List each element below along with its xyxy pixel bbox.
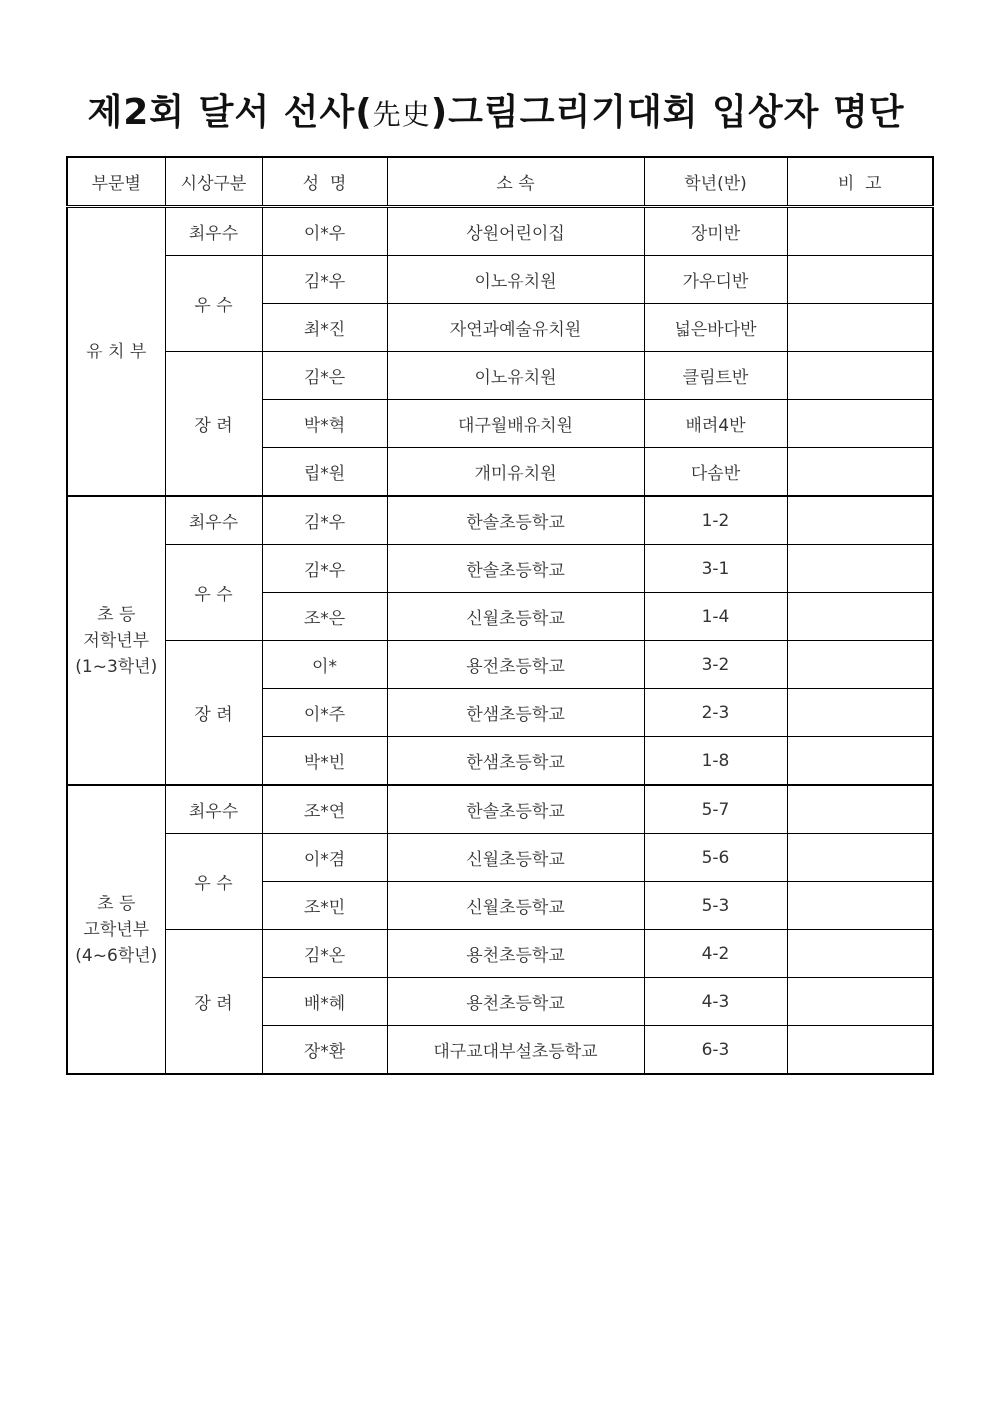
table-row — [67, 352, 933, 400]
note-cell — [787, 545, 933, 593]
school-name: 상원어린이집 — [387, 207, 644, 256]
header-grade: 학년(반) — [644, 157, 787, 207]
winner-name: 김*우 — [262, 496, 387, 545]
header-award: 시상구분 — [165, 157, 262, 207]
award-label: 최우수 — [165, 785, 262, 834]
note-cell — [787, 352, 933, 400]
grade-class: 3-2 — [644, 641, 787, 689]
award-label: 최우수 — [165, 496, 262, 545]
winner-name: 박*빈 — [262, 737, 387, 786]
division-label-line: (4~6학년) — [75, 945, 158, 966]
winner-name: 조*민 — [262, 882, 387, 930]
winner-name: 립*원 — [262, 448, 387, 497]
division-label-line: 고학년부 — [83, 919, 150, 940]
winners-table — [66, 156, 934, 1075]
grade-class: 1-2 — [644, 496, 787, 545]
grade-class: 다솜반 — [644, 448, 787, 497]
grade-class: 2-3 — [644, 689, 787, 737]
winner-name: 조*은 — [262, 593, 387, 641]
winners-table-body — [67, 207, 933, 1075]
note-cell — [787, 304, 933, 352]
school-name: 한샘초등학교 — [387, 689, 644, 737]
award-label: 우 수 — [165, 256, 262, 352]
note-cell — [787, 641, 933, 689]
table-row — [67, 207, 933, 256]
school-name: 신월초등학교 — [387, 834, 644, 882]
grade-class: 장미반 — [644, 207, 787, 256]
grade-class: 5-7 — [644, 785, 787, 834]
note-cell — [787, 834, 933, 882]
note-cell — [787, 785, 933, 834]
winner-name: 김*우 — [262, 256, 387, 304]
school-name: 용천초등학교 — [387, 978, 644, 1026]
winner-name: 김*온 — [262, 930, 387, 978]
division-label-line: (1~3학년) — [75, 656, 158, 677]
school-name: 한솔초등학교 — [387, 496, 644, 545]
note-cell — [787, 1026, 933, 1075]
division-label-line: 초 등 — [97, 604, 136, 625]
header-row — [67, 157, 933, 207]
grade-class: 5-3 — [644, 882, 787, 930]
award-label: 최우수 — [165, 207, 262, 256]
school-name: 용천초등학교 — [387, 930, 644, 978]
division-label-line: 저학년부 — [83, 630, 150, 651]
school-name: 대구월배유치원 — [387, 400, 644, 448]
school-name: 한샘초등학교 — [387, 737, 644, 786]
winner-name: 박*혁 — [262, 400, 387, 448]
school-name: 한솔초등학교 — [387, 785, 644, 834]
school-name: 신월초등학교 — [387, 593, 644, 641]
winner-name: 이*우 — [262, 207, 387, 256]
winner-name: 이* — [262, 641, 387, 689]
note-cell — [787, 978, 933, 1026]
school-name: 이노유치원 — [387, 256, 644, 304]
page-title — [0, 84, 992, 135]
division-label — [67, 785, 165, 1074]
winner-name: 조*연 — [262, 785, 387, 834]
grade-class: 1-8 — [644, 737, 787, 786]
note-cell — [787, 207, 933, 256]
school-name: 개미유치원 — [387, 448, 644, 497]
winner-name: 이*주 — [262, 689, 387, 737]
grade-class: 4-3 — [644, 978, 787, 1026]
grade-class: 가우디반 — [644, 256, 787, 304]
note-cell — [787, 496, 933, 545]
table-row — [67, 641, 933, 689]
school-name: 대구교대부설초등학교 — [387, 1026, 644, 1075]
grade-class: 클림트반 — [644, 352, 787, 400]
note-cell — [787, 882, 933, 930]
award-label: 우 수 — [165, 545, 262, 641]
winner-name: 김*은 — [262, 352, 387, 400]
table-row — [67, 834, 933, 882]
school-name: 신월초등학교 — [387, 882, 644, 930]
header-note: 비 고 — [787, 157, 933, 207]
school-name: 자연과예술유치원 — [387, 304, 644, 352]
table-row — [67, 545, 933, 593]
grade-class: 5-6 — [644, 834, 787, 882]
table-row — [67, 496, 933, 545]
table-row — [67, 785, 933, 834]
award-label: 우 수 — [165, 834, 262, 930]
header-school: 소 속 — [387, 157, 644, 207]
note-cell — [787, 689, 933, 737]
division-label-line: 초 등 — [97, 893, 136, 914]
school-name: 이노유치원 — [387, 352, 644, 400]
award-label: 장 려 — [165, 930, 262, 1075]
note-cell — [787, 448, 933, 497]
table-row — [67, 256, 933, 304]
header-division: 부문별 — [67, 157, 165, 207]
note-cell — [787, 593, 933, 641]
division-label — [67, 207, 165, 497]
grade-class: 배려4반 — [644, 400, 787, 448]
winner-name: 최*진 — [262, 304, 387, 352]
award-label: 장 려 — [165, 352, 262, 497]
grade-class: 3-1 — [644, 545, 787, 593]
winner-name: 장*환 — [262, 1026, 387, 1075]
title-hanja: 先史 — [372, 98, 431, 131]
grade-class: 4-2 — [644, 930, 787, 978]
grade-class: 넓은바다반 — [644, 304, 787, 352]
grade-class: 6-3 — [644, 1026, 787, 1075]
note-cell — [787, 737, 933, 786]
title-text-after: )그림그리기대회 입상자 명단 — [430, 92, 905, 133]
note-cell — [787, 930, 933, 978]
table-row — [67, 930, 933, 978]
note-cell — [787, 256, 933, 304]
winner-name: 이*겸 — [262, 834, 387, 882]
header-name: 성 명 — [262, 157, 387, 207]
title-text-before: 제2회 달서 선사( — [87, 92, 373, 133]
grade-class: 1-4 — [644, 593, 787, 641]
division-label — [67, 496, 165, 785]
school-name: 용전초등학교 — [387, 641, 644, 689]
division-label-line: 유 치 부 — [86, 341, 147, 362]
school-name: 한솔초등학교 — [387, 545, 644, 593]
winner-name: 김*우 — [262, 545, 387, 593]
winner-name: 배*혜 — [262, 978, 387, 1026]
award-label: 장 려 — [165, 641, 262, 786]
note-cell — [787, 400, 933, 448]
